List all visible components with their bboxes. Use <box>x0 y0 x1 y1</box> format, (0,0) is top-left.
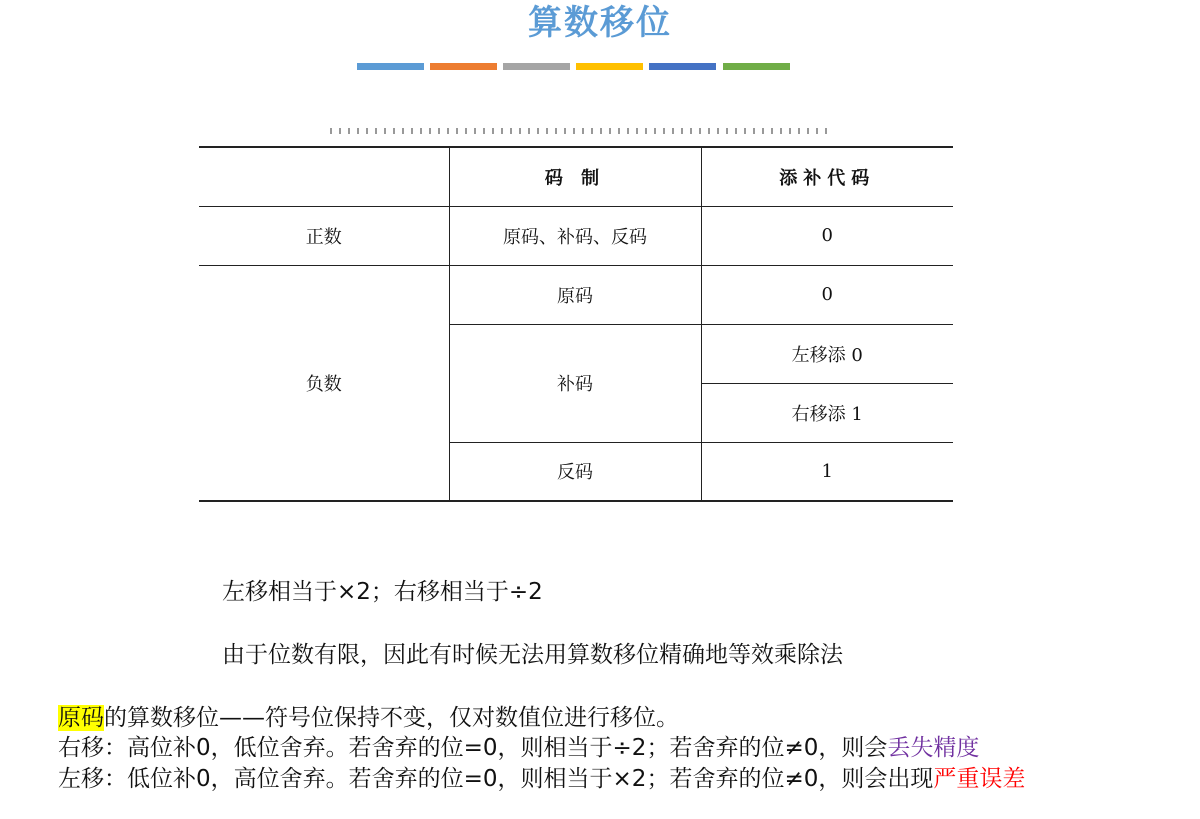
shift-equivalence-text: 左移相当于×2；右移相当于÷2 <box>222 579 543 605</box>
neg-orig-code: 原码 <box>449 265 701 324</box>
neg-ones-fill: 1 <box>701 442 953 501</box>
precision-note-text: 由于位数有限，因此有时候无法用算数移位精确地等效乘除法 <box>222 642 843 668</box>
decor-bar-1 <box>357 63 424 70</box>
neg-orig-fill: 0 <box>701 265 953 324</box>
serious-error: 严重误差 <box>933 766 1026 792</box>
decor-bar-4 <box>576 63 643 70</box>
decor-bar-6 <box>723 63 790 70</box>
cropped-caption <box>330 128 830 134</box>
right-shift-rule-text: 右移：高位补0，低位舍弃。若舍弃的位=0，则相当于÷2；若舍弃的位≠0，则会 <box>58 735 888 761</box>
decor-bar-3 <box>503 63 570 70</box>
neg-ones-code: 反码 <box>449 442 701 501</box>
table-row <box>199 265 953 324</box>
left-shift-rule <box>58 764 1025 794</box>
positive-label: 正数 <box>199 206 449 265</box>
positive-code: 原码、补码、反码 <box>449 206 701 265</box>
table-row <box>199 206 953 265</box>
table-header-row <box>199 147 953 206</box>
neg-comp-fill-left: 左移添 0 <box>701 324 953 383</box>
decor-bar-2 <box>430 63 497 70</box>
positive-fill: 0 <box>701 206 953 265</box>
fill-code-table <box>199 146 953 503</box>
neg-comp-code: 补码 <box>449 324 701 442</box>
decor-bar-5 <box>649 63 716 70</box>
original-code-rule <box>58 703 679 733</box>
negative-label: 负数 <box>199 265 449 501</box>
right-shift-rule <box>58 733 979 763</box>
original-code-rule-text: 的算数移位——符号位保持不变，仅对数值位进行移位。 <box>104 705 679 731</box>
neg-comp-fill-right: 右移添 1 <box>701 383 953 442</box>
header-code-system: 码 制 <box>449 147 701 206</box>
header-fill-code: 添补代码 <box>701 147 953 206</box>
loss-of-precision: 丢失精度 <box>887 735 980 761</box>
slide-title: 算数移位 <box>528 3 672 43</box>
highlight-original-code: 原码 <box>58 705 104 731</box>
header-empty <box>199 147 449 206</box>
left-shift-rule-text: 左移：低位补0，高位舍弃。若舍弃的位=0，则相当于×2；若舍弃的位≠0，则会出现 <box>58 766 934 792</box>
